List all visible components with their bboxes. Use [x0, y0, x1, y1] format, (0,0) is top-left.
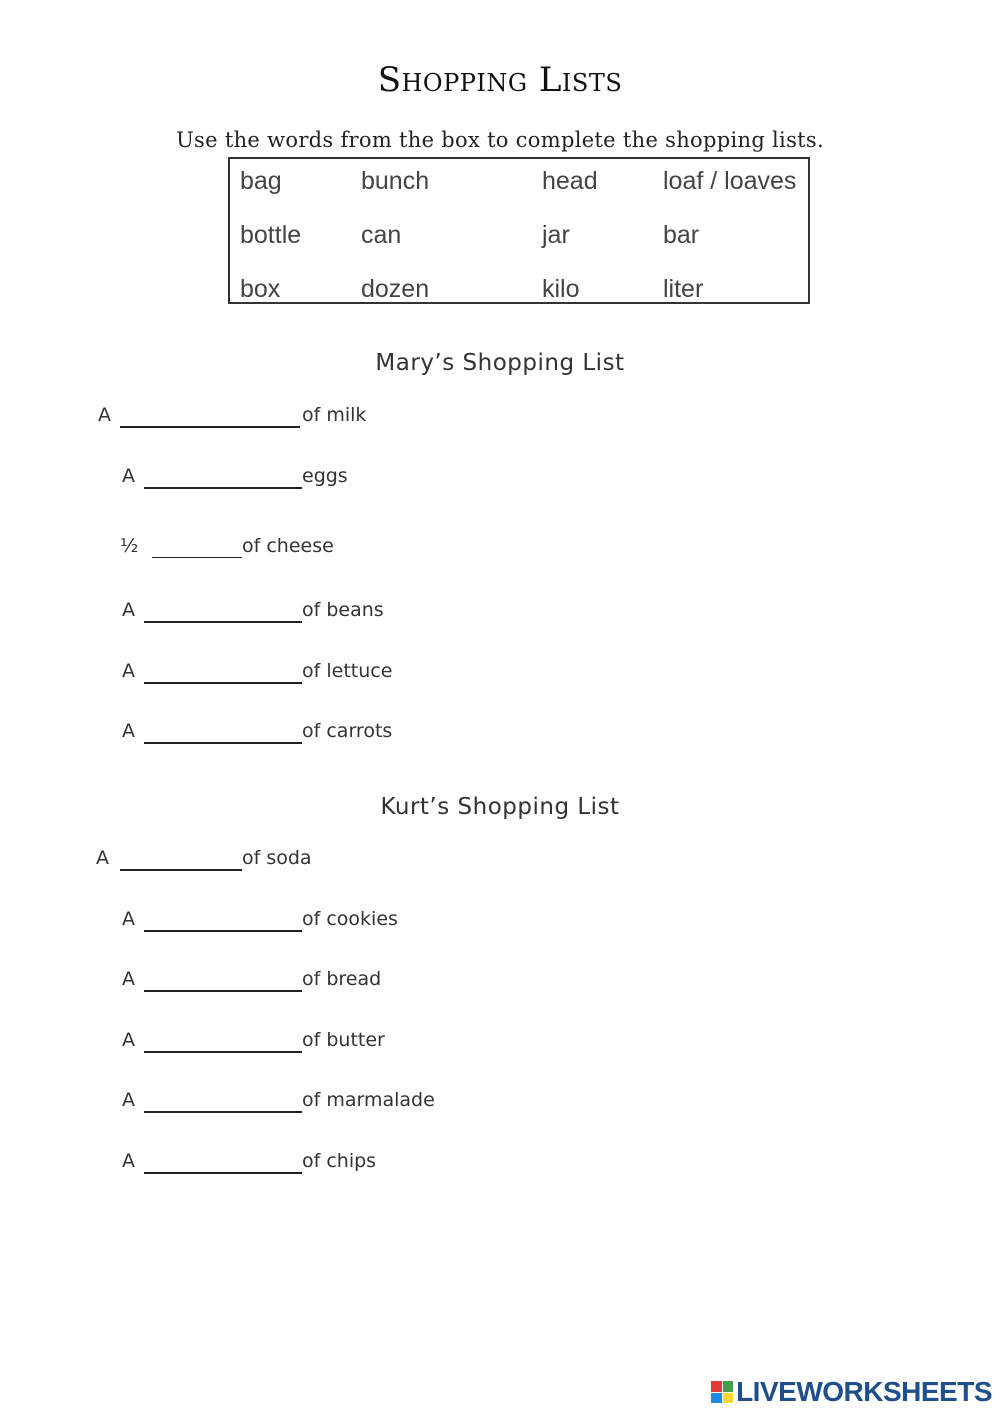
item-prefix: A [122, 599, 135, 621]
item-prefix: A [122, 660, 135, 682]
item-prefix: A [122, 465, 135, 487]
item-suffix: of beans [302, 599, 384, 621]
liveworksheets-logo[interactable] [711, 1376, 992, 1408]
answer-blank[interactable] [144, 742, 302, 744]
worksheet-title: Shopping Lists [377, 60, 623, 100]
word-head: head [542, 167, 598, 195]
word-box [228, 157, 810, 304]
item-suffix: of butter [302, 1029, 385, 1051]
answer-blank[interactable] [144, 487, 302, 489]
answer-blank[interactable] [144, 682, 302, 684]
item-suffix: of soda [242, 847, 312, 869]
item-suffix: of cookies [302, 908, 398, 930]
item-suffix: of marmalade [302, 1089, 435, 1111]
word-loaf: loaf / loaves [663, 167, 797, 195]
item-suffix: of chips [302, 1150, 377, 1172]
item-prefix: A [122, 968, 135, 990]
item-prefix: A [96, 847, 109, 869]
answer-blank[interactable] [144, 990, 302, 992]
answer-blank[interactable] [144, 621, 302, 623]
word-jar: jar [542, 221, 570, 249]
item-suffix: of bread [302, 968, 382, 990]
answer-blank[interactable] [144, 1111, 302, 1113]
item-suffix: of lettuce [302, 660, 393, 682]
item-suffix: of carrots [302, 720, 393, 742]
item-suffix: of milk [302, 404, 367, 426]
item-suffix: of cheese [242, 535, 334, 557]
logo-icon [711, 1381, 733, 1403]
mary-list-title: Mary’s Shopping List [375, 350, 625, 376]
item-prefix: ½ [120, 535, 139, 557]
item-prefix: A [122, 720, 135, 742]
answer-blank[interactable] [120, 869, 242, 871]
instruction-text: Use the words from the box to complete the shopping lists. [176, 128, 824, 152]
item-prefix: A [122, 1150, 135, 1172]
word-kilo: kilo [542, 275, 580, 303]
item-prefix: A [122, 1089, 135, 1111]
word-bar: bar [663, 221, 700, 249]
word-bunch: bunch [361, 167, 430, 195]
kurt-list-title: Kurt’s Shopping List [380, 794, 620, 820]
answer-blank[interactable] [120, 426, 300, 428]
word-box-word: box [240, 275, 281, 303]
answer-blank[interactable] [144, 1051, 302, 1053]
item-prefix: A [122, 1029, 135, 1051]
answer-blank[interactable] [144, 1172, 302, 1174]
item-suffix: eggs [302, 465, 348, 487]
item-prefix: A [122, 908, 135, 930]
answer-blank[interactable] [152, 557, 242, 558]
word-bag: bag [240, 167, 282, 195]
item-prefix: A [98, 404, 111, 426]
answer-blank[interactable] [144, 930, 302, 932]
brand-text: LIVEWORKSHEETS [736, 1376, 992, 1407]
word-dozen: dozen [361, 275, 430, 303]
word-bottle: bottle [240, 221, 302, 249]
word-liter: liter [663, 275, 704, 303]
word-can: can [361, 221, 402, 249]
